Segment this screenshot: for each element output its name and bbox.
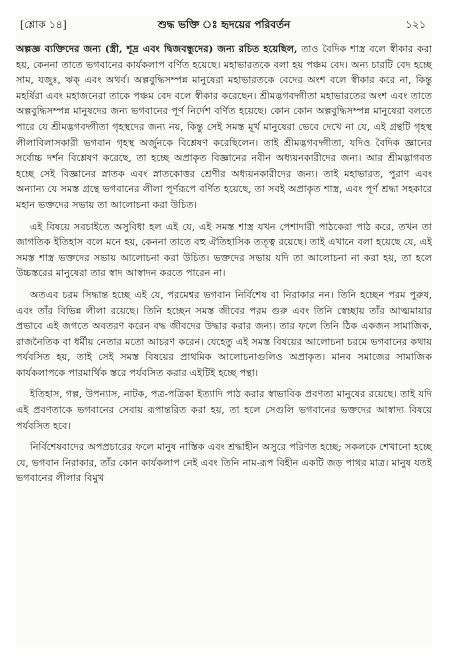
page-number: ১২১ — [405, 19, 426, 31]
paragraph-1 — [16, 42, 432, 214]
paragraph-1-text: তাও বৈদিক শাস্ত্র বলে স্বীকার করা হয়, কেননা তাতে ভগবানের কার্যকলাপ বর্ণিত হয়েছে। মহাভারতকে বলা হয় পঞ্চম বেদ। অন্য চারটি বেদ হচ্ছে সাম, যজুঃ, ঋক্‌ এবং অথর্ব। অল্পবুদ্ধিসম্পন্ন মানুষেরা মহাভারতকে বেদের অংশ বলে স্বীকার করে না, কিন্তু মহর্ষিরা এবং মহাজনেরা তাকে পঞ্চম বেদ বলে স্বীকার করেছেন। শ্রীমদ্ভগবদ্গীতা মহাভারতের অংশ এবং তাতে অল্পবুদ্ধিসম্পন্ন মানুষদের জন্য ভগবানের পূর্ণ নির্দেশ বর্ণিত হয়েছে। কোন কোন অল্পবুদ্ধিসম্পন্ন মানুষেরা বলতে পারে যে শ্রীমদ্ভগবদ্গীতা গৃহস্থদের জন্য নয়, কিন্তু সেই সমস্ত মূর্খ মানুষেরা ভেবে দেখে না যে, এই গ্রন্থটি গৃহস্থ লীলাবিলাসকারী ভগবান গৃহস্থ অর্জুনকে বিশ্লেষণ করেছিলেন। তাই শ্রীমদ্ভগবদ্গীতা, যদিও বৈদিক জ্ঞানের সর্বোচ্চ দর্শন বিশ্লেষণ করেছে, তা হচ্ছে অপ্রাকৃত বিজ্ঞানের নবীন অধ্যয়নকারীদের জন্য। আর শ্রীমদ্ভাগবত হচ্ছে সেই বিজ্ঞানের স্নাতক এবং স্নাতকোত্তর শ্রেণীর অধ্যয়নকারীদের জন্য। তাই মহাভারত, পুরাণ এবং অন্যান্য যে সমস্ত গ্রন্থে ভগবানের লীলা পূর্ণরূপে বর্ণিত হয়েছে, তা সবই অপ্রাকৃত শাস্ত্র, এবং পূর্ণ শ্রদ্ধা সহকারে মহান ভক্তদের সভায় তা আলোচনা করা উচিত। — [16, 44, 432, 211]
verse-label: [শ্লোক ১৪] — [20, 19, 67, 31]
paragraph-2: এই বিষয়ে সবচাইতে অসুবিধা হল এই যে, এই সমস্ত শাস্ত্র যখন পেশাদারী পাঠকেরা পাঠ করে, তখন তা জাগতিক ইতিহাস বলে মনে হয়, কেননা তাতে বহু ঐতিহাসিক তত্ত্ব রয়েছে। তাই এখানে বলা হয়েছে যে, এই সমস্ত শাস্ত্র ভক্তদের সভায় আলোচনা করা উচিত। ভক্তদের সভায় যদি তা আলোচনা না করা হয়, তা হলে উচ্চস্তরের মানুষেরা তার স্বাদ আস্বাদন করতে পারেন না। — [16, 221, 432, 280]
page-body — [16, 42, 432, 487]
paragraph-1-lead: অল্পজ্ঞ ব্যক্তিদের জন্য (স্ত্রী, শূদ্র এবং দ্বিজবন্ধুদের) জন্য রচিত হয়েছিল, — [16, 44, 298, 55]
running-header — [16, 16, 432, 34]
book-page — [16, 16, 432, 646]
paragraph-3: অতএব চরম সিদ্ধান্ত হচ্ছে এই যে, পরমেশ্বর ভগবান নির্বিশেষ বা নিরাকার নন। তিনি হচ্ছেন পরম পুরুষ, এবং তাঁর বিভিন্ন লীলা রয়েছে। তিনি হচ্ছেন সমস্ত জীবের পরম গুরু এবং তিনি স্বেচ্ছায় তাঁর আত্মমায়ার প্রভাবে এই জগতে অবতরণ করেন বদ্ধ জীবদের উদ্ধার করার জন্য। তার ফলে তিনি ঠিক একজন সামাজিক, রাজনৈতিক বা ধর্মীয় নেতার মতো আচরণ করেন। যেহেতু এই সমস্ত বিষয়ের আলোচনা চরমে ভগবানের কথায় পর্যবসিত হয়, তাই সেই সমস্ত বিষয়ের প্রাথমিক আলোচনাগুলিও অপ্রাকৃত। মানব সমাজের সামাজিক কার্যকলাপকে পারমার্থিক স্তরে পর্যবসিত করার এইটিই হচ্ছে পন্থা। — [16, 289, 432, 379]
paragraph-5: নির্বিশেষবাদের অপপ্রচারের ফলে মানুষ নাস্তিক এবং শ্রদ্ধাহীন অসুরে পরিণত হচ্ছে; সকলকে শেখানো হচ্ছে যে, ভগবান নিরাকার, তাঁর কোন কার্যকলাপ নেই এবং তিনি নাম-রূপ বিহীন একটি জড় পাথর মাত্র। মানুষ যতই ভগবানের লীলার বিমুখ — [16, 442, 432, 485]
paragraph-4: ইতিহাস, গল্প, উপন্যাস, নাটক, পত্র-পত্রিকা ইত্যাদি পাঠ করার স্বাভাবিক প্রবণতা মানুষের রয়েছে। তাই যদি এই প্রবণতাকে ভগবানের সেবায় রূপান্তরিত করা হয়, তা হলে সেগুলি ভগবানের ভক্তদের আস্বাদ্য বিষয়ে পর্যবসিত হবে। — [16, 389, 432, 432]
chapter-title: শুদ্ধ ভক্তি ঃ হৃদয়ের পরিবর্তন — [157, 19, 291, 31]
